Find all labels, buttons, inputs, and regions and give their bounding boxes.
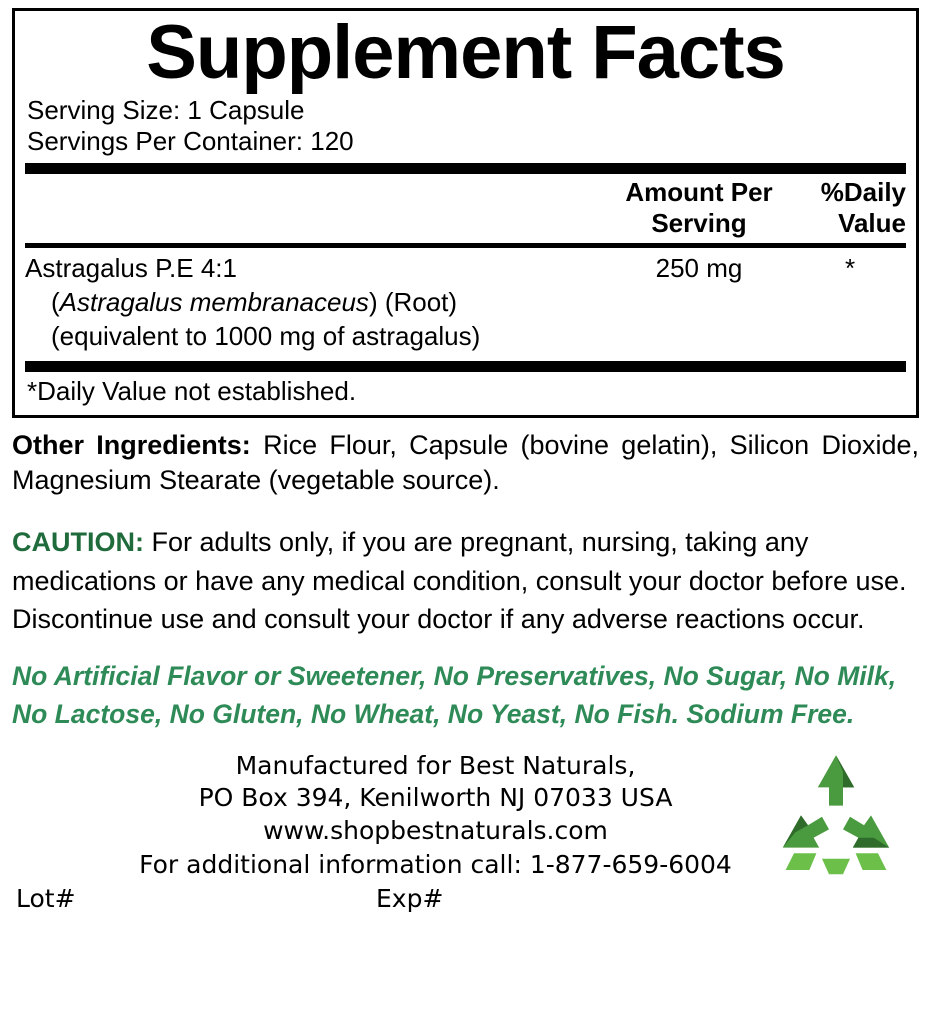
nutrition-table-header — [25, 174, 906, 243]
latin-name: Astragalus membranaceus — [59, 286, 369, 317]
ingredient-daily-value: * — [844, 252, 856, 283]
caution-paragraph — [12, 523, 919, 638]
address-line: PO Box 394, Kenilworth NJ 07033 USA — [198, 783, 673, 813]
supplement-facts-title: Supplement Facts — [146, 10, 785, 95]
column-header-amount-per-serving — [604, 177, 794, 239]
other-ingredients-text: Rice Flour, Capsule (bovine gelatin), Silicon Dioxide, Magnesium Stearate (vegetable source). — [12, 430, 919, 495]
recycle-icon — [761, 744, 911, 884]
amount-header-line2: Serving — [651, 207, 747, 238]
panel-rule-thick-bottom — [25, 361, 906, 372]
ingredient-amount: 250 mg — [655, 252, 743, 283]
ingredient-subline-1 — [25, 286, 604, 320]
panel-rule-thick-top — [25, 163, 906, 174]
column-header-daily-value — [794, 177, 906, 239]
footer — [12, 750, 919, 913]
serving-size-text: Serving Size: 1 Capsule — [27, 95, 305, 126]
lot-label: Lot# — [16, 883, 76, 913]
lot-exp-row — [12, 884, 919, 913]
ingredient-subline-2: (equivalent to 1000 mg of astragalus) — [51, 320, 481, 351]
caution-label: CAUTION: — [12, 527, 144, 558]
contact-line: For additional information call: 1-877-659-6004 — [139, 850, 732, 880]
table-row — [25, 248, 906, 355]
free-from-claims: No Artificial Flavor or Sweetener, No Preservatives, No Sugar, No Milk, No Lactose, No Gluten, No Wheat, No Yeast, No Fish. Sodium Free. — [12, 661, 897, 729]
other-ingredients-paragraph — [12, 428, 919, 497]
dv-header-line1: %Daily — [820, 176, 906, 207]
manufacturer-line: Manufactured for Best Naturals, — [235, 750, 636, 780]
supplement-facts-panel — [12, 8, 919, 418]
other-ingredients-label: Other Ingredients: — [12, 430, 251, 461]
ingredient-name-cell — [25, 252, 604, 353]
website-line: www.shopbestnaturals.com — [263, 815, 608, 845]
ingredient-name: Astragalus P.E 4:1 — [25, 252, 237, 283]
subline-1-post: ) (Root) — [368, 286, 458, 317]
daily-value-footnote: *Daily Value not established. — [27, 376, 357, 407]
dv-header-line2: Value — [838, 207, 906, 238]
exp-label: Exp# — [376, 883, 444, 913]
servings-per-container-text: Servings Per Container: 120 — [27, 125, 354, 156]
caution-text: For adults only, if you are pregnant, nursing, taking any medications or have any medical condition, consult your doctor before use. Discontinue use and consult your doctor if any adverse reactions occur. — [12, 527, 907, 635]
subline-1-pre: ( — [51, 286, 60, 317]
amount-header-line1: Amount Per — [625, 176, 773, 207]
